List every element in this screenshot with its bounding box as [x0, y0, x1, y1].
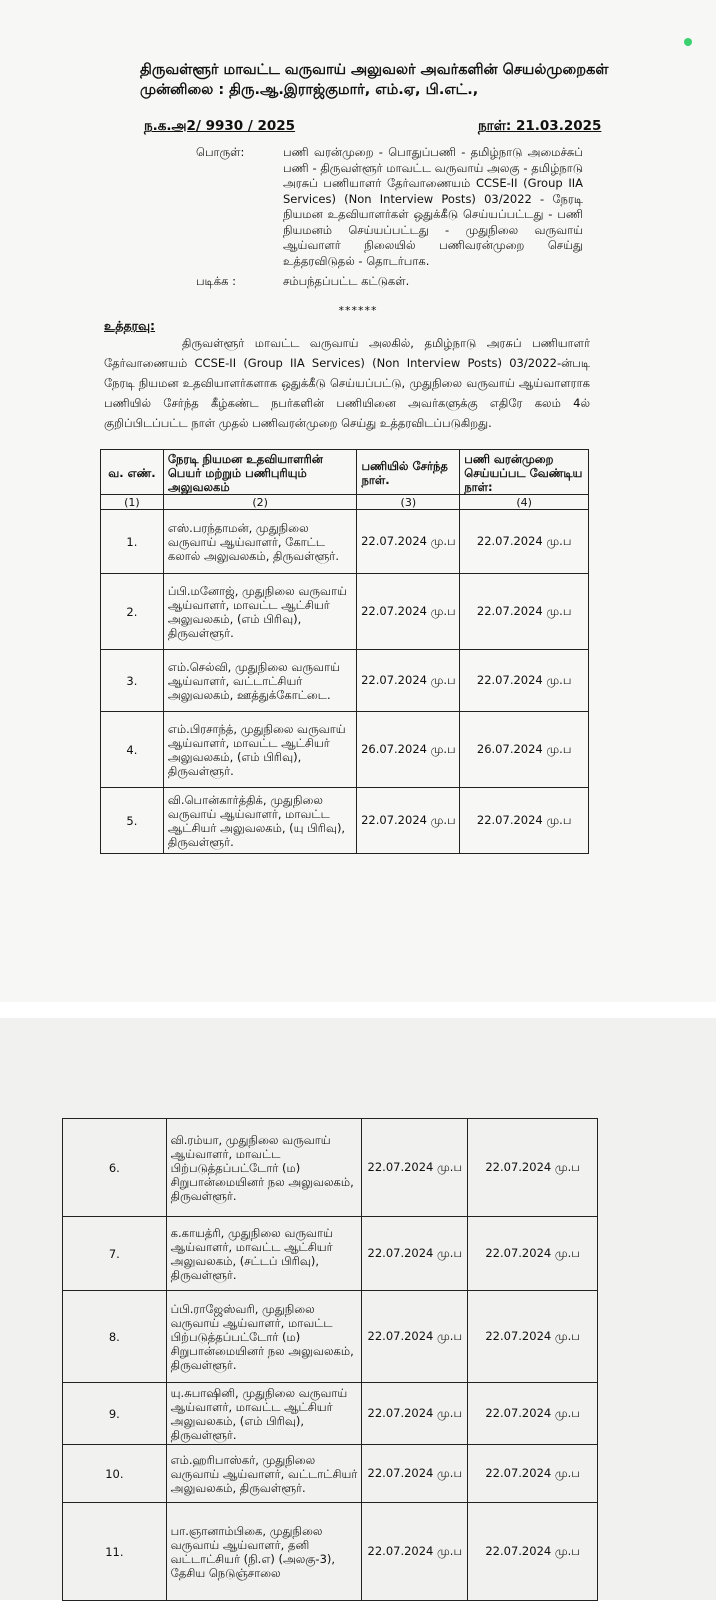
- subject-text: பணி வரன்முறை - பொதுப்பணி - தமிழ்நாடு அமைச்சுப் பணி - திருவள்ளூர் மாவட்ட வருவாய் அலகு - தமிழ்நாடு அரசுப் பணியாளர் தேர்வாணையம் CCSE-II (Group IIA Services) (Non Interview Posts) 03/2022 - நேரடி நியமன உதவியாளர்கள் ஒதுக்கீடு செய்யப்பட்டது - பணி நியமனம் செய்யப்பட்டது - முதுநிலை வருவாய் ஆய்வாளர் நிலையில் பணிவரன்முறை செய்து உத்தரவிடுதல் - தொடர்பாக.: [283, 145, 583, 268]
- document-page-2: [0, 1018, 716, 1600]
- row-regularised-date: 22.07.2024 மு.ப: [468, 1445, 598, 1503]
- row-name-office: ப்பி.மனோஜ், முதுநிலை வருவாய் ஆய்வாளர், மாவட்ட ஆட்சியர் அலுவலகம், (எம் பிரிவு), திருவள்ளூர்.: [163, 574, 357, 650]
- row-serial: 7.: [63, 1217, 167, 1291]
- row-serial: 10.: [63, 1445, 167, 1503]
- row-serial: 11.: [63, 1503, 167, 1601]
- table-row: [101, 510, 589, 574]
- row-name-office: எம்.பிரசாந்த், முதுநிலை வருவாய் ஆய்வாளர், மாவட்ட ஆட்சியர் அலுவலகம், (எம் பிரிவு), திருவள்ளூர்.: [163, 712, 357, 788]
- regularisation-table-page1: [100, 449, 589, 854]
- subject-label: பொருள்:: [196, 145, 245, 159]
- header-regularised: பணி வரன்முறை செய்யப்பட வேண்டிய நாள்:: [460, 450, 589, 495]
- header-serial: வ. எண்.: [101, 450, 164, 495]
- row-regularised-date: 22.07.2024 மு.ப: [468, 1503, 598, 1601]
- row-joined-date: 22.07.2024 மு.ப: [362, 1445, 468, 1503]
- status-dot-icon: [684, 38, 692, 46]
- page-gap: [0, 1002, 716, 1018]
- table-row: [63, 1383, 598, 1445]
- regularisation-table-page2: [62, 1118, 598, 1601]
- table-row: [63, 1119, 598, 1217]
- index-3: (3): [357, 495, 460, 510]
- order-heading: உத்தரவு:: [104, 318, 156, 333]
- row-regularised-date: 22.07.2024 மு.ப: [468, 1383, 598, 1445]
- header-title-line2: முன்னிலை : திரு.ஆ.இராஜ்குமார், எம்.ஏ, பி.எட்.,: [140, 82, 479, 98]
- row-joined-date: 22.07.2024 மு.ப: [362, 1291, 468, 1383]
- row-joined-date: 22.07.2024 மு.ப: [362, 1503, 468, 1601]
- row-serial: 3.: [101, 650, 164, 712]
- row-joined-date: 22.07.2024 மு.ப: [357, 650, 460, 712]
- row-joined-date: 22.07.2024 மு.ப: [357, 788, 460, 854]
- row-joined-date: 22.07.2024 மு.ப: [362, 1383, 468, 1445]
- index-1: (1): [101, 495, 164, 510]
- row-regularised-date: 22.07.2024 மு.ப: [460, 788, 589, 854]
- row-regularised-date: 22.07.2024 மு.ப: [460, 510, 589, 574]
- row-name-office: பா.ஞானாம்பிகை, முதுநிலை வருவாய் ஆய்வாளர், தனி வட்டாட்சியர் (நி.எ) (அலகு-3), தேசிய நெடுஞ்சாலை: [166, 1503, 362, 1601]
- row-joined-date: 26.07.2024 மு.ப: [357, 712, 460, 788]
- table-row: [63, 1291, 598, 1383]
- index-4: (4): [460, 495, 589, 510]
- index-2: (2): [163, 495, 357, 510]
- table-row: [101, 650, 589, 712]
- row-name-office: ப்பி.ராஜேஸ்வரி, முதுநிலை வருவாய் ஆய்வாளர், மாவட்ட பிற்படுத்தப்பட்டோர் (ம) சிறுபான்மையினர் நல அலுவலகம், திருவள்ளூர்.: [166, 1291, 362, 1383]
- row-serial: 9.: [63, 1383, 167, 1445]
- row-regularised-date: 22.07.2024 மு.ப: [468, 1291, 598, 1383]
- row-name-office: யு.சுபாஷினி, முதுநிலை வருவாய் ஆய்வாளர், மாவட்ட ஆட்சியர் அலுவலகம், (எம் பிரிவு), திருவள்ளூர்.: [166, 1383, 362, 1445]
- order-date: நாள்: 21.03.2025: [478, 118, 602, 134]
- row-serial: 4.: [101, 712, 164, 788]
- row-regularised-date: 22.07.2024 மு.ப: [468, 1119, 598, 1217]
- row-regularised-date: 26.07.2024 மு.ப: [460, 712, 589, 788]
- row-serial: 8.: [63, 1291, 167, 1383]
- read-label: படிக்க :: [196, 274, 236, 288]
- table-row: [63, 1503, 598, 1601]
- row-name-office: க.காயத்ரி, முதுநிலை வருவாய் ஆய்வாளர், மாவட்ட ஆட்சியர் அலுவலகம், (சட்டப் பிரிவு), திருவள்ளூர்.: [166, 1217, 362, 1291]
- header-title-line1: திருவள்ளூர் மாவட்ட வருவாய் அலுவலர் அவர்களின் செயல்முறைகள்: [140, 62, 609, 78]
- row-joined-date: 22.07.2024 மு.ப: [357, 574, 460, 650]
- row-serial: 1.: [101, 510, 164, 574]
- header-joined: பணியில் சேர்ந்த நாள்.: [357, 450, 460, 495]
- row-serial: 5.: [101, 788, 164, 854]
- row-name-office: வி.பொன்கார்த்திக், முதுநிலை வருவாய் ஆய்வாளர், மாவட்ட ஆட்சியர் அலுவலகம், (யு பிரிவு), திருவள்ளூர்.: [163, 788, 357, 854]
- row-name-office: வி.ரம்யா, முதுநிலை வருவாய் ஆய்வாளர், மாவட்ட பிற்படுத்தப்பட்டோர் (ம) சிறுபான்மையினர் நல அலுவலகம், திருவள்ளூர்.: [166, 1119, 362, 1217]
- table-row: [63, 1445, 598, 1503]
- table-row: [101, 574, 589, 650]
- row-joined-date: 22.07.2024 மு.ப: [357, 510, 460, 574]
- reference-number: ந.க.அ2/ 9930 / 2025: [144, 118, 296, 134]
- row-name-office: எஸ்.பரந்தாமன், முதுநிலை வருவாய் ஆய்வாளர், கோட்ட கலால் அலுவலகம், திருவள்ளூர்.: [163, 510, 357, 574]
- row-joined-date: 22.07.2024 மு.ப: [362, 1217, 468, 1291]
- row-name-office: எம்.ஹரிபாஸ்கர், முதுநிலை வருவாய் ஆய்வாளர், வட்டாட்சியர் அலுவலகம், திருவள்ளூர்.: [166, 1445, 362, 1503]
- table-row: [63, 1217, 598, 1291]
- row-serial: 2.: [101, 574, 164, 650]
- table-row: [101, 712, 589, 788]
- header-name-office: நேரடி நியமன உதவியாளரின் பெயர் மற்றும் பணிபுரியும் அலுவலகம்: [163, 450, 357, 495]
- row-regularised-date: 22.07.2024 மு.ப: [468, 1217, 598, 1291]
- row-serial: 6.: [63, 1119, 167, 1217]
- table-header-row: [101, 450, 589, 495]
- row-name-office: எம்.செல்வி, முதுநிலை வருவாய் ஆய்வாளர், வட்டாட்சியர் அலுவலகம், ஊத்துக்கோட்டை.: [163, 650, 357, 712]
- read-text: சம்பந்தப்பட்ட கட்டுகள்.: [283, 274, 410, 288]
- separator: ******: [338, 304, 378, 317]
- order-body: திருவள்ளூர் மாவட்ட வருவாய் அலகில், தமிழ்நாடு அரசுப் பணியாளர் தேர்வாணையம் CCSE-II (Group IIA Services) (Non Interview Posts) 03/2022-ன்படி நேரடி நியமன உதவியாளர்களாக ஒதுக்கீடு செய்யப்பட்டு, முதுநிலை வருவாய் ஆய்வாளராக பணியில் சேர்ந்த கீழ்கண்ட நபர்களின் பணியினை அவர்களுக்கு எதிரே கலம் 4ல் குறிப்பிடப்பட்ட நாள் முதல் பணிவரன்முறை செய்து உத்தரவிடப்படுகிறது.: [104, 336, 590, 430]
- row-regularised-date: 22.07.2024 மு.ப: [460, 574, 589, 650]
- row-regularised-date: 22.07.2024 மு.ப: [460, 650, 589, 712]
- row-joined-date: 22.07.2024 மு.ப: [362, 1119, 468, 1217]
- table-index-row: [101, 495, 589, 510]
- table-row: [101, 788, 589, 854]
